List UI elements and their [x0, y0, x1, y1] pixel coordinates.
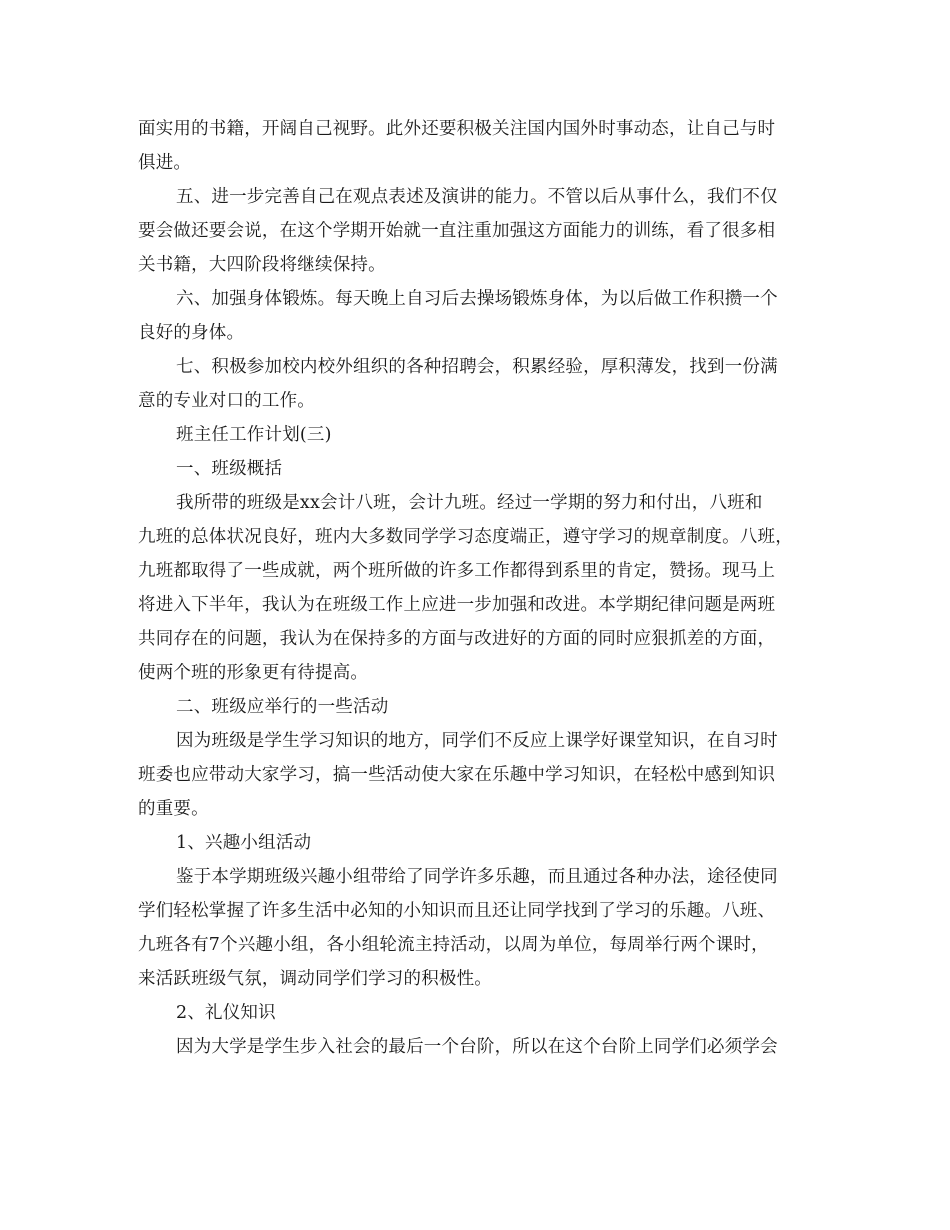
text-line: 来活跃班级气氛，调动同学们学习的积极性。	[138, 969, 492, 989]
text-line: 要会做还要会说，在这个学期开始就一直注重加强这方面能力的训练，看了很多相	[138, 221, 776, 241]
text-line: 二、班级应举行的一些活动	[176, 697, 389, 717]
text-line: 七、积极参加校内校外组织的各种招聘会，积累经验，厚积薄发，找到一份满	[176, 357, 778, 377]
text-line: 1、兴趣小组活动	[176, 833, 312, 853]
text-line: 关书籍，大四阶段将继续保持。	[138, 255, 386, 275]
text-line: 将进入下半年，我认为在班级工作上应进一步加强和改进。本学期纪律问题是两班	[138, 595, 776, 615]
text-line: 使两个班的形象更有待提高。	[138, 663, 369, 683]
document-body	[138, 112, 818, 1064]
text-line: 鉴于本学期班级兴趣小组带给了同学许多乐趣，而且通过各种办法，途径使同	[176, 867, 778, 887]
text-line: 我所带的班级是xx会计八班，会计九班。经过一学期的努力和付出，八班和	[176, 493, 763, 513]
text-line: 五、进一步完善自己在观点表述及演讲的能力。不管以后从事什么，我们不仅	[176, 187, 778, 207]
text-line: 九班的总体状况良好，班内大多数同学学习态度端正，遵守学习的规章制度。八班，	[138, 527, 793, 547]
text-line: 班委也应带动大家学习，搞一些活动使大家在乐趣中学习知识，在轻松中感到知识	[138, 765, 776, 785]
text-line: 班主任工作计划(三)	[176, 425, 332, 445]
text-line: 俱进。	[138, 153, 192, 173]
text-line: 学们轻松掌握了许多生活中必知的小知识而且还让同学找到了学习的乐趣。八班、	[138, 901, 776, 921]
text-line: 良好的身体。	[138, 323, 245, 343]
text-line: 意的专业对口的工作。	[138, 391, 315, 411]
text-line: 因为班级是学生学习知识的地方，同学们不反应上课学好课堂知识，在自习时	[176, 731, 778, 751]
text-line: 面实用的书籍，开阔自己视野。此外还要积极关注国内国外时事动态，让自己与时	[138, 119, 776, 139]
text-line: 共同存在的问题，我认为在保持多的方面与改进好的方面的同时应狠抓差的方面，	[138, 629, 776, 649]
text-line: 因为大学是学生步入社会的最后一个台阶，所以在这个台阶上同学们必须学会	[176, 1037, 778, 1057]
text-line: 的重要。	[138, 799, 209, 819]
text-line: 九班各有7个兴趣小组，各小组轮流主持活动，以周为单位，每周举行两个课时，	[138, 935, 769, 955]
text-line: 九班都取得了一些成就，两个班所做的许多工作都得到系里的肯定，赞扬。现马上	[138, 561, 776, 581]
text-line: 一、班级概括	[176, 459, 283, 479]
text-line: 六、加强身体锻炼。每天晚上自习后去操场锻炼身体，为以后做工作积攒一个	[176, 289, 778, 309]
text-line: 2、礼仪知识	[176, 1003, 276, 1023]
